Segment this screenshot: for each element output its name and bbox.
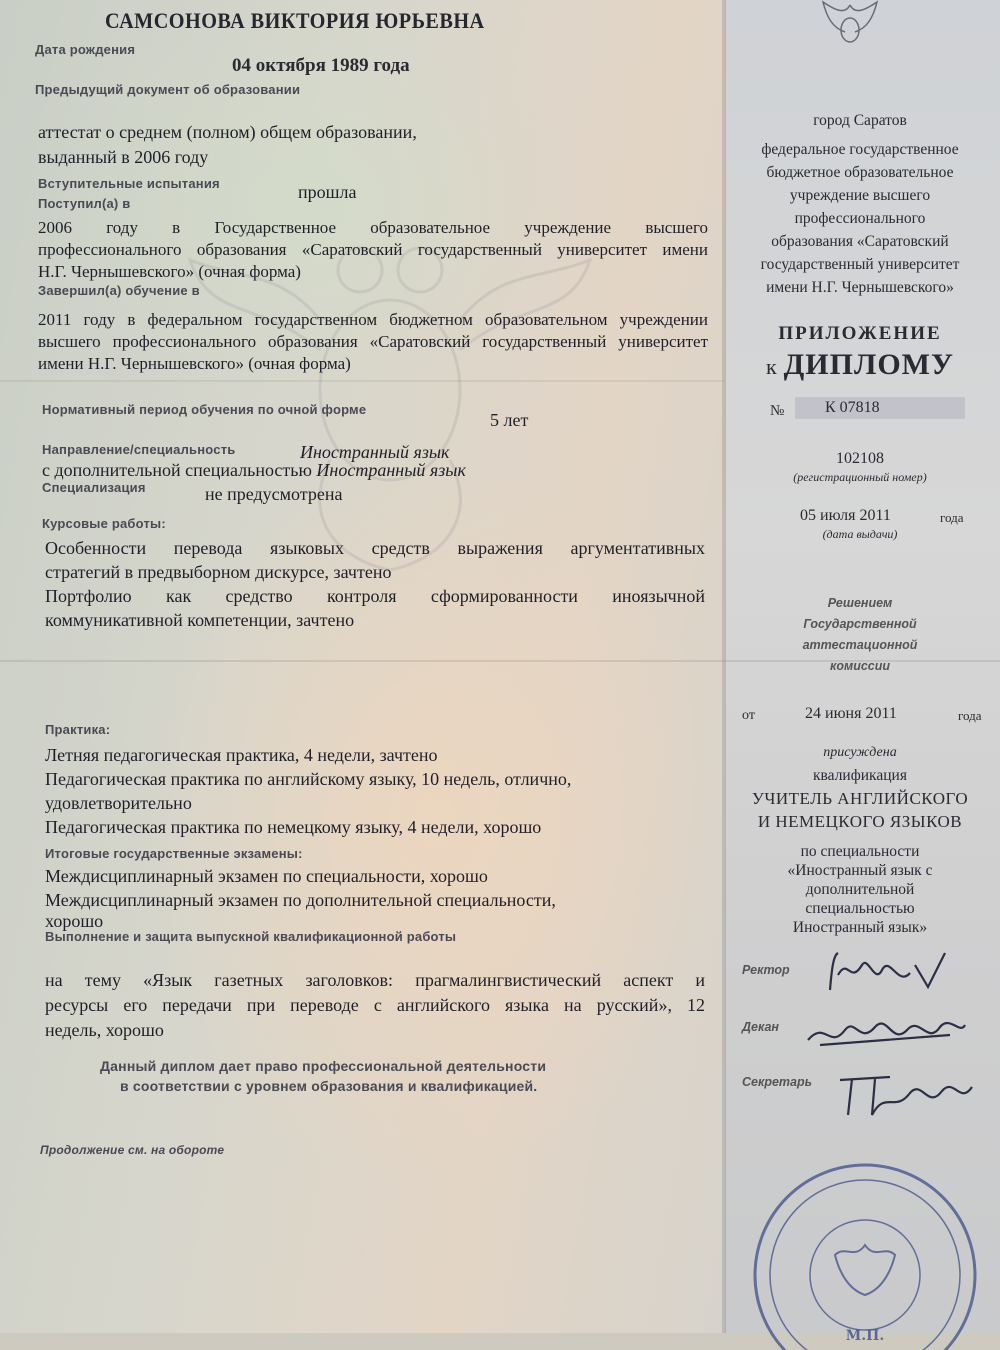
qualification-line: УЧИТЕЛЬ АНГЛИЙСКОГО [751,789,969,808]
direction-extra [42,460,466,481]
finished-line: 2011 году в федеральном государственном бюджетном образовательном учреждении [38,310,708,329]
practice-line: удовлетворительно [45,793,192,813]
dob-label: Дата рождения [35,42,136,57]
specialty-line: дополнительной [805,881,915,898]
issue-caption: (дата выдачи) [822,527,898,541]
finished-label: Завершил(а) обучение в [38,283,200,298]
direction-extra-value: Иностранный язык [316,460,466,480]
thesis-line: недель, хорошо [45,1020,164,1040]
org-line: профессионального [794,210,926,227]
decision-year-word: года [958,708,982,723]
number-field [795,397,965,419]
decision-date: 24 июня 2011 [805,705,897,722]
exam-line: Междисциплинарный экзамен по специальности, хорошо [45,866,488,886]
rights-line: в соответствии с уровнем образования и квалификацией. [120,1078,538,1094]
issue-year-word: года [940,510,964,525]
secretary-signature [830,1065,980,1125]
entrance-value: прошла [298,182,357,202]
org-line: бюджетное образовательное [766,164,954,181]
qualification-line: И НЕМЕЦКОГО ЯЗЫКОВ [757,812,963,831]
exams-label: Итоговые государственные экзамены: [45,846,303,861]
reg-caption: (регистрационный номер) [793,470,927,484]
coursework-line: стратегий в предвыборном дискурсе, зачтено [45,562,392,582]
prev-doc-line: аттестат о среднем (полном) общем образовании, [38,122,417,142]
direction-value: Иностранный язык [300,442,450,462]
finished-line: высшего профессионального образования «Саратовский государственный университет [38,332,708,351]
prev-doc-label: Предыдущий документ об образовании [35,82,301,97]
coursework-label: Курсовые работы: [42,516,166,531]
decision-line: аттестационной [802,638,918,652]
number-label: № [770,403,785,419]
awarded: присуждена [823,745,897,760]
from-word: от [742,708,755,723]
enrolled-label: Поступил(а) в [38,196,131,211]
exam-line: хорошо [45,911,104,931]
supplement-title: ПРИЛОЖЕНИЕ [778,323,942,344]
coat-of-arms-icon [815,0,885,45]
org-line: учреждение высшего [789,187,931,204]
rector-label: Ректор [742,963,790,977]
prev-doc-line: выданный в 2006 году [38,147,209,167]
decision-line: Государственной [803,617,917,631]
dean-label: Декан [742,1020,779,1034]
org-line: федеральное государственное [761,141,959,158]
coursework-line: Особенности перевода языковых средств выражения аргументативных [45,538,705,558]
finished-line: имени Н.Г. Чернышевского» (очная форма) [38,354,351,373]
practice-label: Практика: [45,722,111,737]
practice-line: Педагогическая практика по немецкому языку, 4 недели, хорошо [45,817,542,837]
dean-signature [800,1005,970,1060]
reg-number: 102108 [836,450,884,467]
practice-line: Педагогическая практика по английскому языку, 10 недель, отлично, [45,769,572,789]
direction-label: Направление/специальность [42,442,236,457]
rector-signature [820,945,960,1000]
number-value: К 07818 [825,399,880,416]
period-value: 5 лет [490,410,529,430]
thesis-label: Выполнение и защита выпускной квалификационной работы [45,929,457,944]
supplement-subtitle [740,348,980,382]
qualification-word: квалификация [813,767,907,784]
subtitle-word: ДИПЛОМУ [783,348,955,381]
issue-date: 05 июля 2011 [800,507,891,524]
decision-line: Решением [827,596,893,610]
enrolled-line: 2006 году в Государственное образовательное учреждение высшего [38,218,708,237]
enrolled-line: профессионального образования «Саратовский государственный университет имени [38,240,708,259]
practice-line: Летняя педагогическая практика, 4 недели, зачтено [45,745,438,765]
continued-note: Продолжение см. на обороте [40,1143,225,1157]
fold-line [722,0,725,1333]
specialization-label: Специализация [42,480,146,495]
thesis-line: ресурсы его передачи при переводе с английского языка на русский», 12 [45,995,705,1015]
city: город Саратов [813,112,907,129]
dob-value: 04 октября 1989 года [232,55,410,76]
org-line: имени Н.Г. Чернышевского» [766,279,954,296]
rights-line: Данный диплом дает право профессиональной деятельности [100,1058,547,1074]
redaction-bar [795,397,965,419]
seal-mark: М.П. [845,1328,885,1344]
subtitle-prefix: к [765,354,778,379]
entrance-label: Вступительные испытания [38,176,220,191]
specialty-line: Иностранный язык» [792,919,928,936]
direction-extra-prefix: с дополнительной специальностью [42,460,312,480]
enrolled-line: Н.Г. Чернышевского» (очная форма) [38,262,301,281]
thesis-line: на тему «Язык газетных заголовков: прагмалингвистический аспект и [45,970,705,990]
org-line: государственный университет [760,256,960,273]
coursework-line: Портфолио как средство контроля сформированности иноязычной [45,586,705,606]
coursework-line: коммуникативной компетенции, зачтено [45,610,355,630]
org-line: образования «Саратовский [771,233,949,250]
exam-line: Междисциплинарный экзамен по дополнительной специальности, [45,890,556,910]
specialty-line: специальностью [805,900,915,917]
specialty-line: по специальности [800,843,920,860]
decision-line: комиссии [829,659,891,673]
official-seal [740,1150,990,1350]
holder-name: САМСОНОВА ВИКТОРИЯ ЮРЬЕВНА [105,8,485,33]
specialization-value: не предусмотрена [205,484,343,504]
secretary-label: Секретарь [742,1075,813,1089]
specialty-line: «Иностранный язык с [787,862,933,879]
period-label: Нормативный период обучения по очной форме [42,402,367,417]
